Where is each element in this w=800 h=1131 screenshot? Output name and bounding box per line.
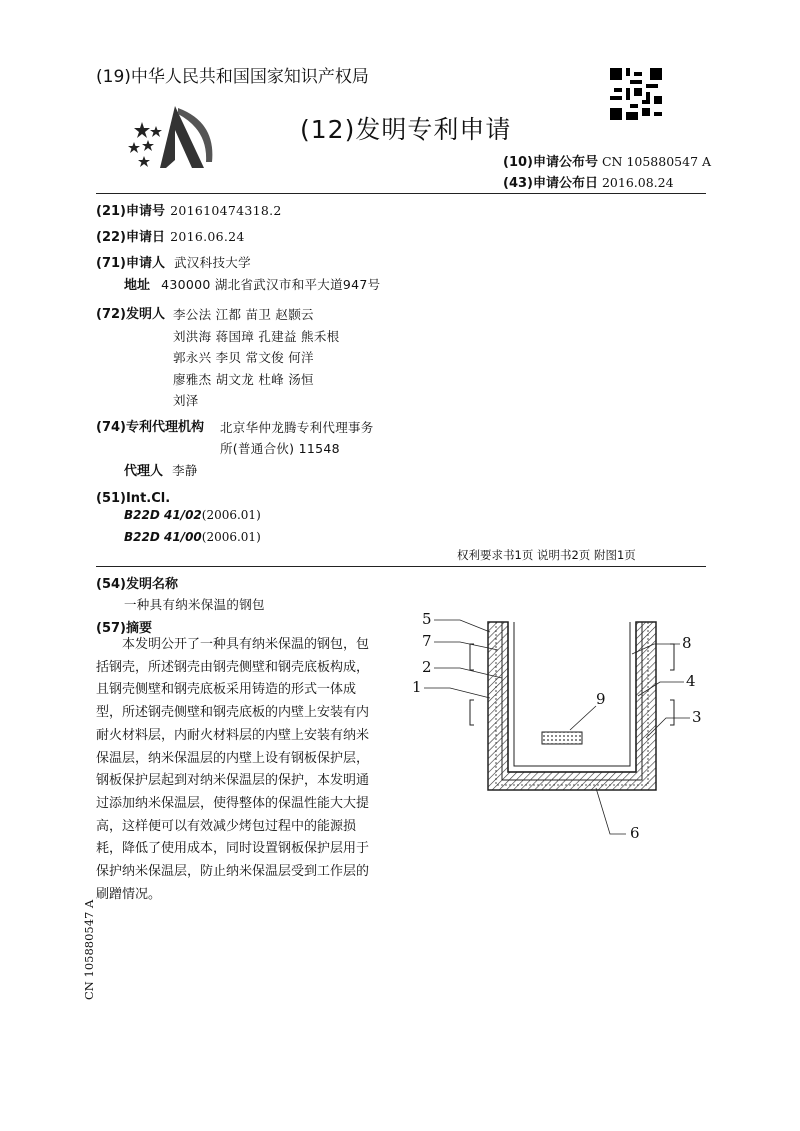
publication-number: CN 105880547 A xyxy=(601,154,712,169)
abstract-line: 且钢壳侧壁和钢壳底板采用铸造的形式一体成 xyxy=(96,682,357,698)
inventor-label-text: (72)发明人 xyxy=(96,307,165,322)
int-cl-entry xyxy=(124,530,261,544)
int-cl-label xyxy=(96,487,170,506)
int-cl-version: (2006.01) xyxy=(201,530,261,544)
application-number-label: (21)申请号 xyxy=(96,204,165,219)
address-label: 地址 xyxy=(124,278,151,293)
figure-label: 5 xyxy=(422,610,432,628)
abstract-line: 型，所述钢壳侧壁和钢壳底板的内壁上安装有内 xyxy=(96,705,370,721)
publication-date-label: (43)申请公布日 xyxy=(503,176,598,191)
agency-line: 所(普通合伙) 11548 xyxy=(220,441,340,456)
application-number: 201610474318.2 xyxy=(170,203,282,218)
abstract-line: 高，这样便可以有效减少烤包过程中的能源损 xyxy=(96,818,357,834)
abstract-line: 钢板保护层起到对纳米保温层的保护，本发明通 xyxy=(96,773,370,789)
qr-code-icon xyxy=(610,68,662,120)
figure-label: 9 xyxy=(596,690,606,708)
office-name: (19)中华人民共和国国家知识产权局 xyxy=(96,67,369,87)
figure-label: 2 xyxy=(422,658,432,676)
publication-number-label: (10)申请公布号 xyxy=(503,155,598,170)
abstract-line: 刷蹭情况。 xyxy=(96,886,162,902)
cnipa-logo-icon xyxy=(120,100,230,178)
application-number-row xyxy=(96,200,282,219)
applicant-label: (71)申请人 xyxy=(96,256,165,271)
agency-label xyxy=(96,416,204,435)
figure-label: 8 xyxy=(682,634,692,652)
int-cl-label-text: (51)Int.Cl. xyxy=(96,491,171,506)
figure-label: 6 xyxy=(630,824,640,842)
agent-label: 代理人 xyxy=(124,464,164,479)
abstract-line: 本发明公开了一种具有纳米保温的钢包，包 xyxy=(122,637,370,652)
publication-number-row xyxy=(503,151,711,170)
figure-label: 4 xyxy=(686,672,696,690)
figure-label: 3 xyxy=(692,708,702,726)
biblio-divider xyxy=(96,566,706,567)
int-cl-code: B22D 41/02 xyxy=(124,508,202,522)
application-date: 2016.06.24 xyxy=(170,229,245,244)
publication-date: 2016.08.24 xyxy=(601,175,674,190)
ladle-cross-section xyxy=(424,620,690,834)
inventor-line: 廖雅杰 胡文龙 杜峰 汤恒 xyxy=(173,371,314,387)
abstract-text xyxy=(96,634,369,906)
figure-label: 7 xyxy=(422,632,432,650)
page-counts: 权利要求书1页 说明书2页 附图1页 xyxy=(457,548,636,562)
abstract-line: 耐火材料层，内耐火材料层的内壁上安装有纳米 xyxy=(96,727,370,743)
agent: 李静 xyxy=(172,463,198,478)
agency-label-text: (74)专利代理机构 xyxy=(96,420,204,435)
header-divider xyxy=(96,193,706,194)
inventor-line: 刘泽 xyxy=(173,393,199,408)
inventor-label xyxy=(96,303,165,322)
address-row xyxy=(124,274,380,293)
abstract-line: 过添加纳米保温层，使得整体的保温性能大大提 xyxy=(96,795,370,811)
int-cl-entry xyxy=(124,508,261,522)
address: 430000 湖北省武汉市和平大道947号 xyxy=(161,277,381,292)
abstract-label: (57)摘要 xyxy=(96,621,152,636)
application-date-label: (22)申请日 xyxy=(96,230,165,245)
applicant-row xyxy=(96,252,251,271)
ladle-figure xyxy=(410,610,710,850)
abstract-line: 保护纳米保温层，防止纳米保温层受到工作层的 xyxy=(96,864,370,880)
publication-date-row xyxy=(503,172,674,191)
application-date-row xyxy=(96,226,245,245)
figure-label: 1 xyxy=(412,678,422,696)
abstract-line: 耗，降低了使用成本，同时设置钢板保护层用于 xyxy=(96,841,370,857)
abstract-line: 括钢壳，所述钢壳由钢壳侧壁和钢壳底板构成， xyxy=(96,659,370,675)
inventor-line: 刘洪海 蒋国璋 孔建益 熊禾根 xyxy=(173,328,340,344)
inventor-list xyxy=(173,304,339,412)
applicant: 武汉科技大学 xyxy=(174,255,251,270)
inventor-line: 李公法 江都 苗卫 赵颢云 xyxy=(173,307,314,322)
agency-line: 北京华仲龙腾专利代理事务 xyxy=(220,420,374,435)
agency xyxy=(220,417,374,459)
int-cl-code: B22D 41/00 xyxy=(124,530,202,544)
int-cl-version: (2006.01) xyxy=(201,508,261,522)
document-type: (12)发明专利申请 xyxy=(300,115,512,144)
side-publication-number: CN 105880547 A xyxy=(82,899,96,1000)
inventor-line: 郭永兴 李贝 常文俊 何洋 xyxy=(173,350,314,365)
abstract-line: 保温层，纳米保温层的内壁上设有钢板保护层， xyxy=(96,750,370,766)
agent-row xyxy=(124,460,198,479)
invention-title: 一种具有纳米保温的钢包 xyxy=(124,597,265,612)
title-label: (54)发明名称 xyxy=(96,577,178,592)
